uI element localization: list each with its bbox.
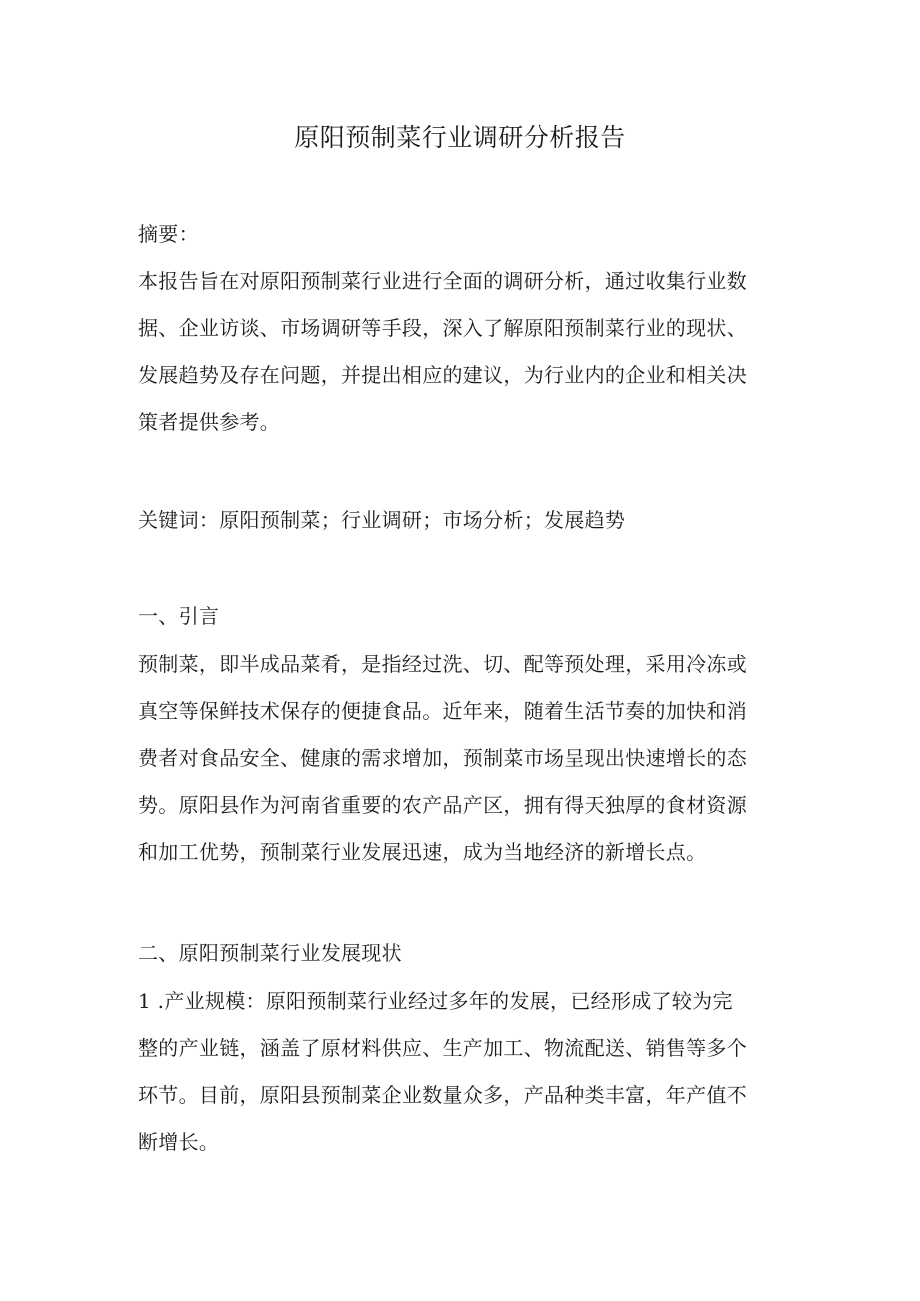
section-2-heading — [138, 930, 786, 977]
paragraph-line: 真空等保鲜技术保存的便捷食品。近年来，随着生活节奏的加快和消 — [138, 699, 747, 723]
abstract-line: 据、企业访谈、市场调研等手段，深入了解原阳预制菜行业的现状、 — [138, 316, 747, 340]
keywords-paragraph — [138, 497, 786, 544]
section-2-paragraph — [138, 978, 786, 1166]
document-title: 原阳预制菜行业调研分析报告 — [294, 123, 626, 152]
paragraph-line: 费者对食品安全、健康的需求增加，预制菜市场呈现出快速增长的态 — [138, 746, 747, 770]
abstract-heading — [138, 211, 786, 258]
section-1-heading — [138, 593, 786, 640]
abstract-heading-text: 摘要： — [138, 222, 199, 246]
abstract-line: 发展趋势及存在问题，并提出相应的建议，为行业内的企业和相关决 — [138, 363, 747, 387]
paragraph-line: 环节。目前，原阳县预制菜企业数量众多，产品种类丰富，年产值不 — [138, 1083, 747, 1107]
abstract-line: 本报告旨在对原阳预制菜行业进行全面的调研分析，通过收集行业数 — [138, 269, 747, 293]
paragraph-line: 1 .产业规模：原阳预制菜行业经过多年的发展，已经形成了较为完 — [138, 989, 733, 1013]
section-heading-text: 一、引言 — [138, 604, 220, 628]
paragraph-line: 断增长。 — [138, 1130, 220, 1154]
paragraph-line: 整的产业链，涵盖了原材料供应、生产加工、物流配送、销售等多个 — [138, 1036, 747, 1060]
abstract-line: 策者提供参考。 — [138, 410, 281, 434]
abstract-paragraph — [138, 258, 786, 446]
keywords-line: 关键词：原阳预制菜；行业调研；市场分析；发展趋势 — [138, 508, 626, 532]
paragraph-line: 预制菜，即半成品菜肴，是指经过洗、切、配等预处理，采用冷冻或 — [138, 652, 747, 676]
paragraph-line: 势。原阳县作为河南省重要的农产品产区，拥有得天独厚的食材资源 — [138, 793, 747, 817]
section-heading-text: 二、原阳预制菜行业发展现状 — [138, 941, 402, 965]
section-1-paragraph — [138, 641, 786, 876]
paragraph-line: 和加工优势，预制菜行业发展迅速，成为当地经济的新增长点。 — [138, 840, 707, 864]
